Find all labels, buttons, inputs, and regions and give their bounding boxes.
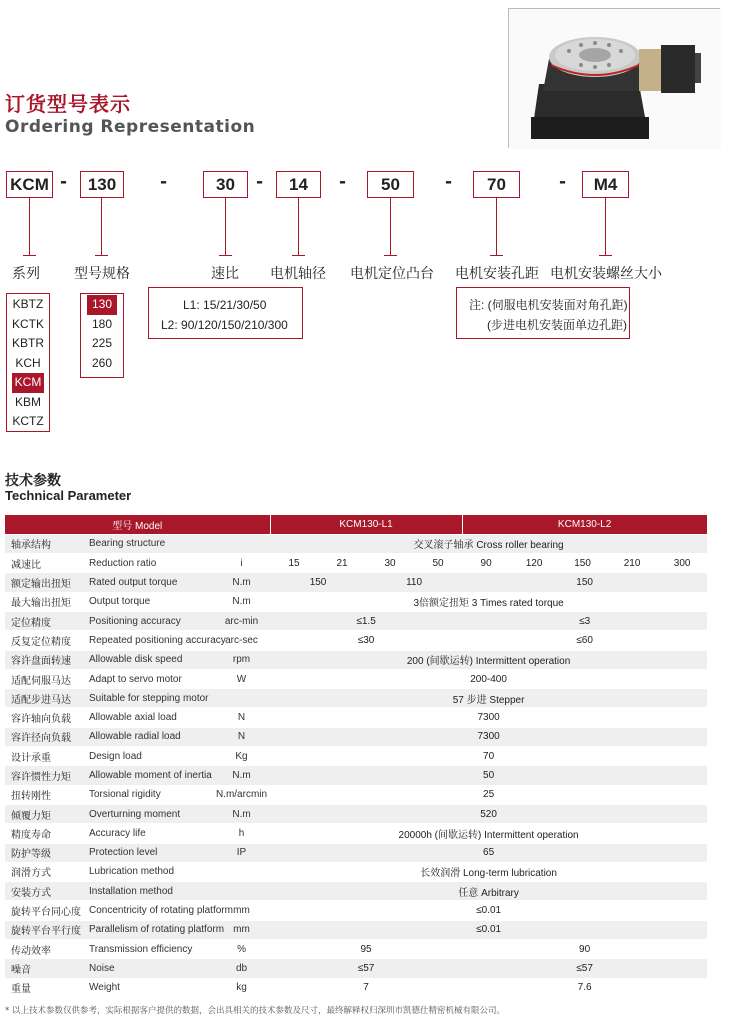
param-unit: i <box>213 554 270 573</box>
param-value: ≤57 <box>462 959 707 978</box>
param-unit: W <box>213 669 270 688</box>
param-name-en: Output torque <box>85 592 213 611</box>
param-value: 任意 Arbitrary <box>270 882 707 901</box>
param-unit: N <box>213 708 270 727</box>
param-unit: N.m <box>213 766 270 785</box>
ordering-title-en: Ordering Representation <box>5 117 256 137</box>
tech-title-en: Technical Parameter <box>5 488 132 503</box>
ordering-title-cn: 订货型号表示 <box>5 92 131 116</box>
param-name-cn: 旋转平台平行度 <box>5 920 85 939</box>
param-value: ≤60 <box>462 631 707 650</box>
param-name-cn: 扭转刚性 <box>5 785 85 804</box>
param-name-cn: 安装方式 <box>5 882 85 901</box>
param-name-en: Accuracy life <box>85 824 213 843</box>
param-value: 70 <box>270 747 707 766</box>
table-header-row <box>5 515 707 534</box>
table-row <box>5 708 707 727</box>
param-name-en: Rated output torque <box>85 573 213 592</box>
spec-table <box>5 515 708 998</box>
param-unit: N.m <box>213 573 270 592</box>
param-name-en: Parallelism of rotating platform <box>85 920 213 939</box>
param-name-en: Installation method <box>85 882 213 901</box>
param-value: 57 步进 Stepper <box>270 689 707 708</box>
header-l2: KCM130-L2 <box>462 515 707 534</box>
size-option: 260 <box>91 355 113 370</box>
param-value: 3倍额定扭矩 3 Times rated torque <box>270 592 707 611</box>
param-value: 交叉滚子轴承 Cross roller bearing <box>270 534 707 553</box>
param-value: 90 <box>462 940 707 959</box>
table-row <box>5 611 707 630</box>
param-name-en: Transmission efficiency <box>85 940 213 959</box>
param-value: ≤0.01 <box>270 901 707 920</box>
param-value: 200-400 <box>270 669 707 688</box>
param-name-cn: 精度寿命 <box>5 824 85 843</box>
param-unit: Kg <box>213 747 270 766</box>
param-unit <box>213 689 270 708</box>
param-value: 50 <box>414 554 462 573</box>
connector-tick <box>384 255 397 256</box>
product-image <box>508 8 720 148</box>
connector-tick <box>490 255 503 256</box>
param-unit <box>213 862 270 881</box>
header-model: 型号 Model <box>5 515 270 534</box>
ratio-options <box>148 287 303 339</box>
table-row <box>5 573 707 592</box>
param-name-en: Weight <box>85 978 213 997</box>
label-boss: 电机定位凸台 <box>350 266 434 282</box>
param-name-cn: 设计承重 <box>5 747 85 766</box>
param-unit: mm <box>213 901 270 920</box>
series-option-selected: KCM <box>12 373 44 393</box>
param-name-en: Allowable disk speed <box>85 650 213 669</box>
size-option-selected: 130 <box>87 295 117 315</box>
label-ratio: 速比 <box>211 266 239 282</box>
table-row <box>5 650 707 669</box>
code-dash: - <box>339 172 347 192</box>
connector-line <box>101 198 102 255</box>
table-row <box>5 940 707 959</box>
table-row <box>5 959 707 978</box>
param-value: 65 <box>270 843 707 862</box>
param-name-cn: 减速比 <box>5 554 85 573</box>
connector-line <box>298 198 299 255</box>
table-row <box>5 631 707 650</box>
param-value: 7300 <box>270 708 707 727</box>
param-name-cn: 传动效率 <box>5 940 85 959</box>
param-value: 15 <box>270 554 318 573</box>
param-value: 200 (间歇运转) Intermittent operation <box>270 650 707 669</box>
param-name-cn: 润滑方式 <box>5 862 85 881</box>
param-name-en: Torsional rigidity <box>85 785 213 804</box>
param-unit: arc-min <box>213 611 270 630</box>
param-value: ≤3 <box>462 611 707 630</box>
param-value: 30 <box>366 554 414 573</box>
connector-tick <box>219 255 232 256</box>
param-name-cn: 倾覆力矩 <box>5 804 85 823</box>
ratio-l2: L2: 90/120/150/210/300 <box>161 318 288 332</box>
tech-title-cn: 技术参数 <box>5 473 61 489</box>
code-screw: M4 <box>582 171 629 198</box>
connector-line <box>29 198 30 255</box>
table-row <box>5 920 707 939</box>
param-name-cn: 容许径向负载 <box>5 727 85 746</box>
param-name-en: Overturning moment <box>85 804 213 823</box>
param-value: 21 <box>318 554 366 573</box>
param-name-cn: 噪音 <box>5 959 85 978</box>
code-hole-distance: 70 <box>473 171 520 198</box>
series-option: KCTK <box>11 316 44 331</box>
series-option: KCTZ <box>12 414 44 428</box>
param-value: ≤1.5 <box>270 611 462 630</box>
connector-tick <box>23 255 36 256</box>
param-value: ≤0.01 <box>270 920 707 939</box>
param-name-en: Allowable radial load <box>85 727 213 746</box>
param-value: 20000h (间歇运转) Intermittent operation <box>270 824 707 843</box>
param-name-en: Concentricity of rotating platform <box>85 901 213 920</box>
param-name-cn: 最大输出扭矩 <box>5 592 85 611</box>
hole-distance-note <box>456 287 630 339</box>
param-value: 7 <box>270 978 462 997</box>
param-value: 150 <box>558 554 607 573</box>
param-value: 150 <box>270 573 366 592</box>
connector-line <box>225 198 226 255</box>
param-name-en: Bearing structure <box>85 534 213 553</box>
param-value: 110 <box>366 573 462 592</box>
param-value: 长效润滑 Long-term lubrication <box>270 862 707 881</box>
param-value: 95 <box>270 940 462 959</box>
param-name-en: Allowable axial load <box>85 708 213 727</box>
param-unit: db <box>213 959 270 978</box>
param-value: ≤57 <box>270 959 462 978</box>
code-ratio: 30 <box>203 171 248 198</box>
label-shaft: 电机轴径 <box>270 266 326 282</box>
table-row <box>5 766 707 785</box>
param-value: 520 <box>270 804 707 823</box>
param-name-cn: 重量 <box>5 978 85 997</box>
param-name-en: Lubrication method <box>85 862 213 881</box>
param-name-cn: 适配伺服马达 <box>5 669 85 688</box>
param-value: 7300 <box>270 727 707 746</box>
param-unit: N.m <box>213 592 270 611</box>
connector-line <box>496 198 497 255</box>
param-unit: IP <box>213 843 270 862</box>
param-name-en: Design load <box>85 747 213 766</box>
param-name-cn: 反复定位精度 <box>5 631 85 650</box>
code-dash: - <box>256 172 264 192</box>
table-row <box>5 689 707 708</box>
param-unit: rpm <box>213 650 270 669</box>
connector-line <box>605 198 606 255</box>
code-dash: - <box>60 172 68 192</box>
label-size: 型号规格 <box>74 266 130 282</box>
table-row <box>5 785 707 804</box>
table-row <box>5 882 707 901</box>
param-unit: kg <box>213 978 270 997</box>
param-name-cn: 容许盘面转速 <box>5 650 85 669</box>
param-unit: N.m <box>213 804 270 823</box>
label-series: 系列 <box>12 266 40 282</box>
param-name-cn: 轴承结构 <box>5 534 85 553</box>
table-row <box>5 804 707 823</box>
param-name-en: Repeated positioning accuracy <box>85 631 213 650</box>
param-value: 90 <box>462 554 510 573</box>
table-row <box>5 554 707 573</box>
connector-tick <box>292 255 305 256</box>
param-unit: mm <box>213 920 270 939</box>
param-name-cn: 适配步进马达 <box>5 689 85 708</box>
table-row <box>5 901 707 920</box>
connector-tick <box>599 255 612 256</box>
param-value: 300 <box>657 554 707 573</box>
param-name-cn: 额定输出扭矩 <box>5 573 85 592</box>
code-dash: - <box>559 172 567 192</box>
param-value: 150 <box>462 573 707 592</box>
table-row <box>5 978 707 997</box>
series-option: KBTR <box>11 336 44 350</box>
param-unit: h <box>213 824 270 843</box>
param-name-cn: 防护等级 <box>5 843 85 862</box>
param-name-en: Protection level <box>85 843 213 862</box>
hole-note-servo: 注: (伺服电机安装面对角孔距) <box>469 298 628 312</box>
series-options <box>6 293 50 432</box>
size-option: 180 <box>91 316 113 331</box>
param-name-cn: 容许轴向负载 <box>5 708 85 727</box>
table-row <box>5 727 707 746</box>
table-row <box>5 843 707 862</box>
table-row <box>5 534 707 553</box>
param-name-en: Positioning accuracy <box>85 611 213 630</box>
param-name-cn: 容许惯性力矩 <box>5 766 85 785</box>
param-name-cn: 定位精度 <box>5 611 85 630</box>
table-row <box>5 824 707 843</box>
size-option: 225 <box>91 336 113 350</box>
param-name-en: Reduction ratio <box>85 554 213 573</box>
code-dash: - <box>160 172 168 192</box>
param-value: 25 <box>270 785 707 804</box>
code-series: KCM <box>6 171 53 198</box>
ratio-l1: L1: 15/21/30/50 <box>183 298 267 312</box>
table-row <box>5 747 707 766</box>
param-name-en: Suitable for stepping motor <box>85 689 213 708</box>
param-name-en: Noise <box>85 959 213 978</box>
header-l1: KCM130-L1 <box>270 515 462 534</box>
code-boss: 50 <box>367 171 414 198</box>
footnote: * 以上技术参数仅供参考，实际根据客户提供的数据，会出具相关的技术参数及尺寸，最终解释权归深圳市凯德仕精密机械有限公司。 <box>5 1006 505 1016</box>
code-size: 130 <box>80 171 124 198</box>
param-unit <box>213 882 270 901</box>
label-screw: 电机安装螺丝大小 <box>550 266 662 282</box>
table-row <box>5 862 707 881</box>
series-option: KBTZ <box>12 297 44 311</box>
param-unit <box>213 534 270 553</box>
hole-note-stepper: (步进电机安装面单边孔距) <box>487 318 627 332</box>
param-value: 120 <box>510 554 558 573</box>
series-option: KBM <box>14 394 41 409</box>
series-option: KCH <box>15 355 41 370</box>
param-value: 7.6 <box>462 978 707 997</box>
param-unit: N <box>213 727 270 746</box>
param-value: 50 <box>270 766 707 785</box>
param-unit: % <box>213 940 270 959</box>
param-name-cn: 旋转平台同心度 <box>5 901 85 920</box>
param-unit: N.m/arcmin <box>213 785 270 804</box>
param-unit: arc-sec <box>213 631 270 650</box>
connector-tick <box>95 255 108 256</box>
param-name-en: Allowable moment of inertia <box>85 766 213 785</box>
code-dash: - <box>445 172 453 192</box>
code-shaft: 14 <box>276 171 321 198</box>
param-value: ≤30 <box>270 631 462 650</box>
size-options <box>80 293 124 378</box>
connector-line <box>390 198 391 255</box>
param-name-en: Adapt to servo motor <box>85 669 213 688</box>
table-row <box>5 669 707 688</box>
table-row <box>5 592 707 611</box>
param-value: 210 <box>607 554 657 573</box>
label-hole-distance: 电机安装孔距 <box>455 266 539 282</box>
